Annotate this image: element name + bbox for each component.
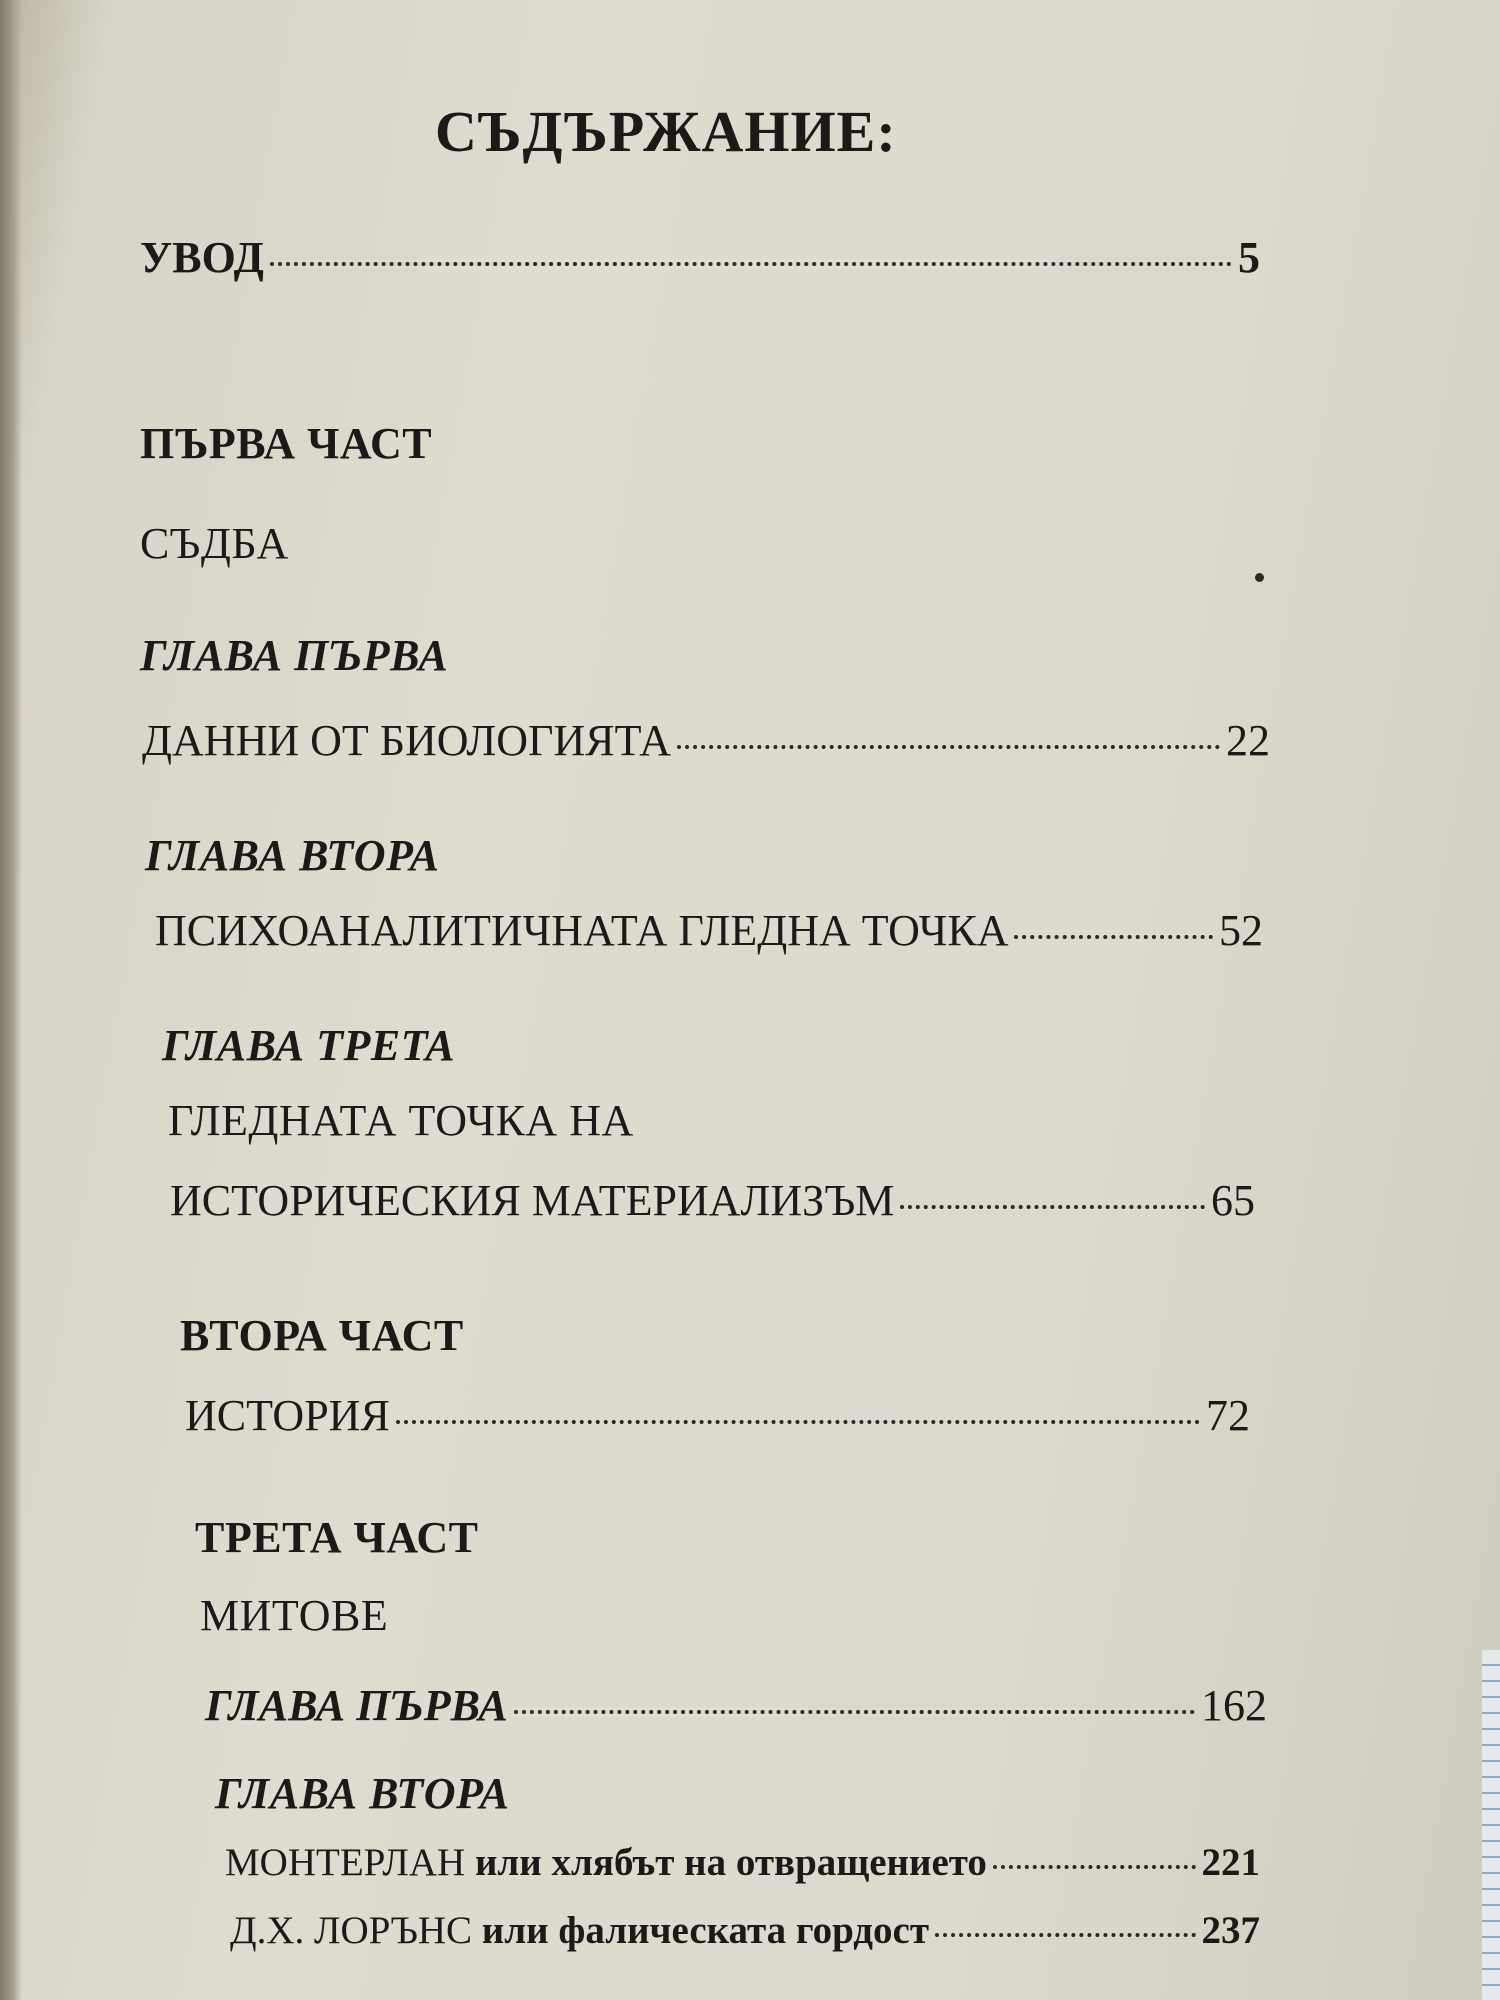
leader-dots [396, 1420, 1200, 1424]
chapter-heading: ГЛАВА ВТОРА [215, 1769, 510, 1818]
leader-dots [270, 262, 1232, 266]
author-name: МОНТЕРЛАН [225, 1841, 466, 1884]
toc-entry-materialism[interactable] [170, 1175, 1255, 1226]
toc-entry-biology[interactable] [142, 715, 1270, 766]
toc-entry-label: УВОД [140, 233, 264, 282]
toc-title: СЪДЪРЖАНИЕ: [435, 99, 897, 164]
chapter-heading: ГЛАВА ПЪРВА [140, 631, 449, 680]
toc-entry-page: 22 [1226, 716, 1270, 765]
essay-title: или хлябът на отвращението [465, 1841, 987, 1884]
toc-entry-label: ИСТОРИЯ [185, 1391, 390, 1440]
toc-entry-psychoanalysis[interactable] [155, 905, 1263, 956]
leader-dots [935, 1933, 1195, 1937]
toc-entry-history[interactable] [185, 1390, 1250, 1441]
part-heading: ПЪРВА ЧАСТ [140, 419, 433, 468]
leader-dots [514, 1710, 1195, 1714]
toc-entry-page: 52 [1219, 906, 1263, 955]
part-subtitle: МИТОВЕ [200, 1591, 389, 1640]
toc-entry-intro[interactable] [140, 232, 1260, 283]
toc-entry-montherlant[interactable] [225, 1840, 1260, 1885]
toc-entry-label: ИСТОРИЧЕСКИЯ МАТЕРИАЛИЗЪМ [170, 1176, 895, 1225]
part-subtitle: СЪДБА [140, 519, 289, 568]
toc-entry-label: ГЛАВА ПЪРВА [205, 1681, 508, 1730]
toc-entry-label: ДАННИ ОТ БИОЛОГИЯТА [142, 716, 672, 765]
page-speck [1255, 573, 1264, 582]
toc-entry-page: 72 [1206, 1391, 1250, 1440]
part-heading: ВТОРА ЧАСТ [180, 1311, 464, 1360]
leader-dots [677, 745, 1220, 749]
essay-title: или фалическата гордост [472, 1909, 930, 1952]
toc-entry-label-line1: ГЛЕДНАТА ТОЧКА НА [168, 1096, 634, 1145]
leader-dots [900, 1205, 1205, 1209]
part-heading: ТРЕТА ЧАСТ [195, 1513, 479, 1562]
leader-dots [1014, 935, 1213, 939]
author-name: Д.Х. ЛОРЪНС [230, 1909, 473, 1952]
notebook-edge [1482, 1650, 1500, 2000]
toc-entry-page: 162 [1201, 1681, 1267, 1730]
toc-entry-page: 5 [1238, 233, 1260, 282]
chapter-heading: ГЛАВА ТРЕТА [162, 1021, 456, 1070]
toc-entry-label: ПСИХОАНАЛИТИЧНАТА ГЛЕДНА ТОЧКА [155, 906, 1009, 955]
page-binding-edge [0, 0, 22, 2000]
toc-entry-page: 237 [1201, 1909, 1260, 1952]
chapter-heading: ГЛАВА ВТОРА [145, 831, 440, 880]
toc-entry-lawrence[interactable] [230, 1908, 1260, 1953]
leader-dots [993, 1865, 1196, 1869]
toc-entry-page: 221 [1201, 1841, 1260, 1884]
toc-entry-page: 65 [1211, 1176, 1255, 1225]
toc-entry-myths-ch1[interactable] [205, 1680, 1267, 1731]
